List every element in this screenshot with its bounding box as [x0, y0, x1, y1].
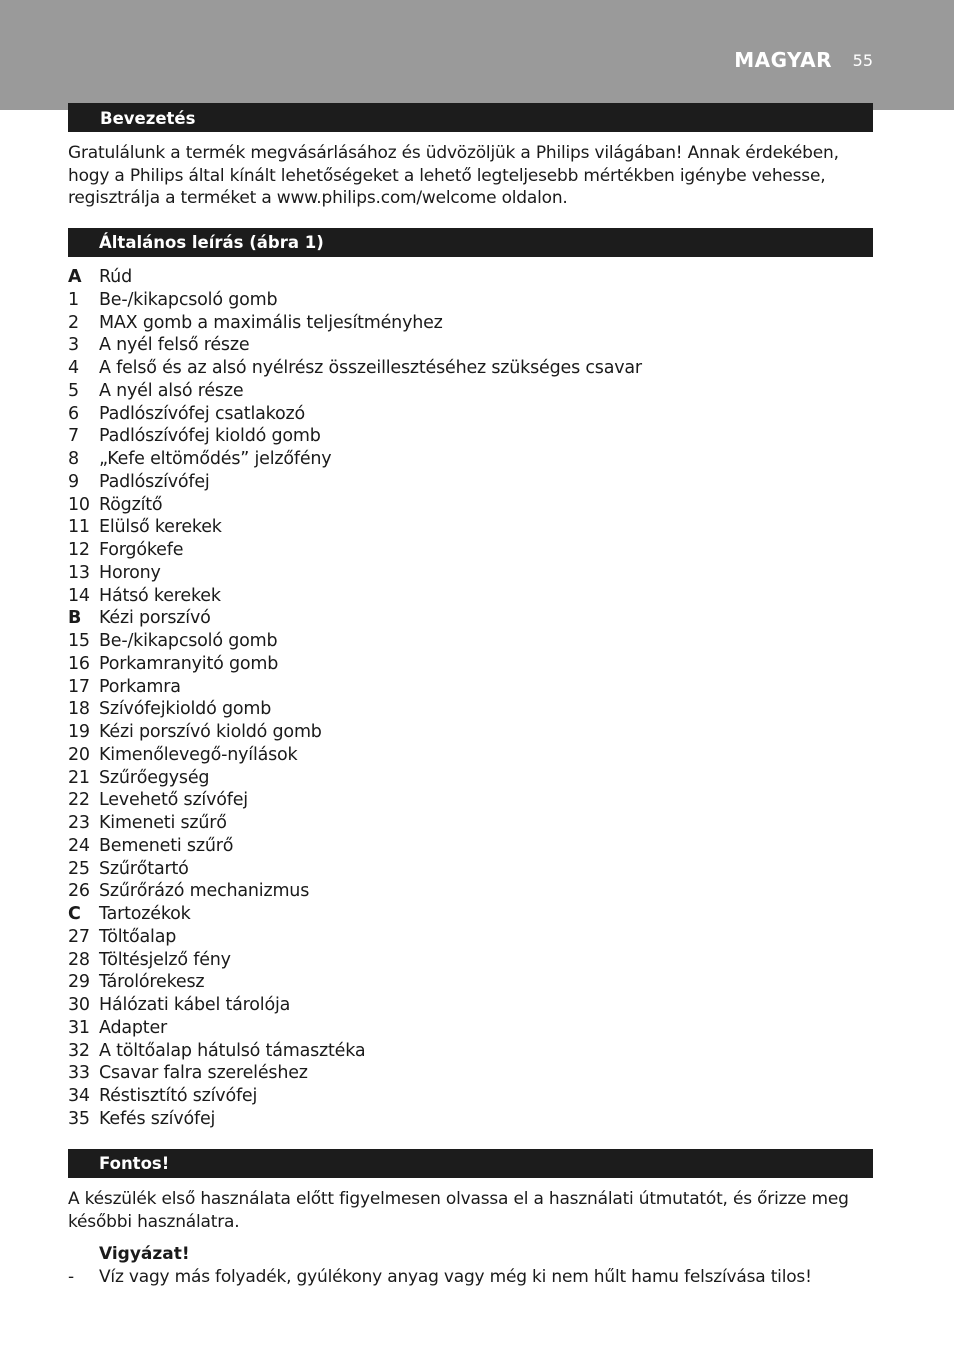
item-number: 8 [68, 449, 79, 469]
item-label: Kefés szívófej [99, 1108, 216, 1129]
item-label: Töltésjelző fény [99, 949, 231, 970]
item-number: 16 [68, 653, 90, 674]
item-number: 32 [68, 1040, 90, 1061]
item-number: 26 [68, 881, 90, 902]
item-label: Kimenőlevegő-nyílások [99, 744, 298, 765]
item-label: Kimeneti szűrő [99, 813, 227, 833]
item-number: 29 [68, 972, 90, 993]
item-number: 35 [68, 1108, 90, 1129]
item-number: 9 [68, 471, 79, 492]
item-number: 15 [68, 631, 90, 651]
item-number: 2 [68, 312, 79, 333]
item-label: A felső és az alsó nyélrész összeillesztéséhez szükséges csavar [99, 358, 642, 378]
item-number: 31 [68, 1017, 90, 1038]
warning-title: Vigyázat! [99, 1244, 190, 1264]
item-number: 5 [68, 380, 79, 401]
item-label: Tárolórekesz [99, 972, 205, 993]
item-label: Adapter [99, 1017, 168, 1038]
item-number: 13 [68, 562, 90, 583]
item-number: 22 [68, 790, 90, 811]
item-label: Szívófejkioldó gomb [99, 699, 272, 720]
item-label: Padlószívófej csatlakozó [99, 403, 305, 424]
section-title: Általános leírás (ábra 1) [99, 233, 324, 252]
item-number: B [68, 608, 82, 629]
item-number: 21 [68, 767, 90, 788]
item-number: 20 [68, 744, 90, 765]
item-label: Réstisztító szívófej [99, 1086, 258, 1106]
item-label: Töltőalap [99, 926, 177, 947]
item-number: 24 [68, 835, 90, 856]
item-label: Kézi porszívó [99, 608, 211, 629]
item-label: Tartozékok [99, 904, 191, 924]
item-label: Porkamranyitó gomb [99, 653, 279, 674]
item-label: Padlószívófej kioldó gomb [99, 426, 321, 447]
important-paragraph: A készülék első használata előtt figyelmesen olvassa el a használati útmutatót, és őrizze meg későbbi használatra. [68, 1189, 849, 1232]
item-number: 10 [68, 494, 90, 515]
item-label: Be-/kikapcsoló gomb [99, 631, 278, 651]
item-label: Szűrőegység [99, 767, 210, 788]
item-label: Elülső kerekek [99, 517, 222, 538]
item-number: 6 [68, 403, 79, 424]
item-number: C [68, 904, 81, 924]
item-number: 28 [68, 949, 90, 970]
item-number: 3 [68, 335, 79, 356]
section-header-intro [68, 103, 873, 132]
item-number: 7 [68, 426, 79, 447]
section-header-important [68, 1149, 873, 1178]
item-number: 27 [68, 926, 90, 947]
warning-bullet-text: Víz vagy más folyadék, gyúlékony anyag vagy még ki nem hűlt hamu felszívása tilos! [99, 1267, 812, 1287]
item-number: 30 [68, 995, 90, 1015]
item-label: Szűrőtartó [99, 858, 189, 879]
item-number: 17 [68, 676, 90, 697]
item-label: Levehető szívófej [99, 790, 248, 811]
item-label: A töltőalap hátulsó támasztéka [99, 1040, 366, 1061]
section-title: Bevezetés [100, 109, 196, 128]
item-label: Csavar falra szereléshez [99, 1063, 308, 1084]
item-label: Szűrőrázó mechanizmus [99, 881, 310, 902]
page-number: 55 [852, 51, 873, 70]
bullet-marker: - [68, 1267, 75, 1287]
item-number: 14 [68, 585, 90, 606]
item-number: 18 [68, 699, 90, 720]
item-label: Forgókefe [99, 540, 184, 560]
item-number: A [68, 267, 82, 287]
item-label: Padlószívófej [99, 471, 210, 492]
item-number: 4 [68, 358, 79, 378]
item-number: 12 [68, 540, 90, 560]
item-label: Hálózati kábel tárolója [99, 995, 291, 1015]
language-label: MAGYAR [734, 48, 832, 72]
item-number: 11 [68, 517, 90, 538]
item-label: Be-/kikapcsoló gomb [99, 289, 278, 310]
item-label: A nyél felső része [99, 335, 250, 356]
header-band [0, 0, 954, 110]
item-label: Rögzítő [99, 494, 163, 515]
item-label: A nyél alsó része [99, 380, 244, 401]
item-label: Horony [99, 562, 161, 583]
item-number: 33 [68, 1063, 90, 1084]
item-label: MAX gomb a maximális teljesítményhez [99, 312, 443, 333]
item-number: 34 [68, 1086, 90, 1106]
item-label: Bemeneti szűrő [99, 835, 234, 856]
item-label: Hátsó kerekek [99, 585, 221, 606]
item-number: 1 [68, 289, 79, 310]
item-label: Kézi porszívó kioldó gomb [99, 722, 322, 742]
item-number: 25 [68, 858, 90, 879]
item-number: 19 [68, 722, 90, 742]
item-label: Porkamra [99, 676, 181, 697]
section-header-general [68, 228, 873, 257]
intro-paragraph: Gratulálunk a termék megvásárlásához és üdvözöljük a Philips világában! Annak érdekében, hogy a Philips által kínált lehetőségeket a lehető legteljesebb mértékben igénybe vehesse, regisztrálja a terméket a www.philips.com/welcome oldalon. [68, 143, 839, 208]
item-label: Rúd [99, 267, 132, 287]
item-label: „Kefe eltömődés” jelzőfény [99, 449, 332, 469]
item-number: 23 [68, 813, 90, 833]
section-title: Fontos! [99, 1154, 170, 1173]
